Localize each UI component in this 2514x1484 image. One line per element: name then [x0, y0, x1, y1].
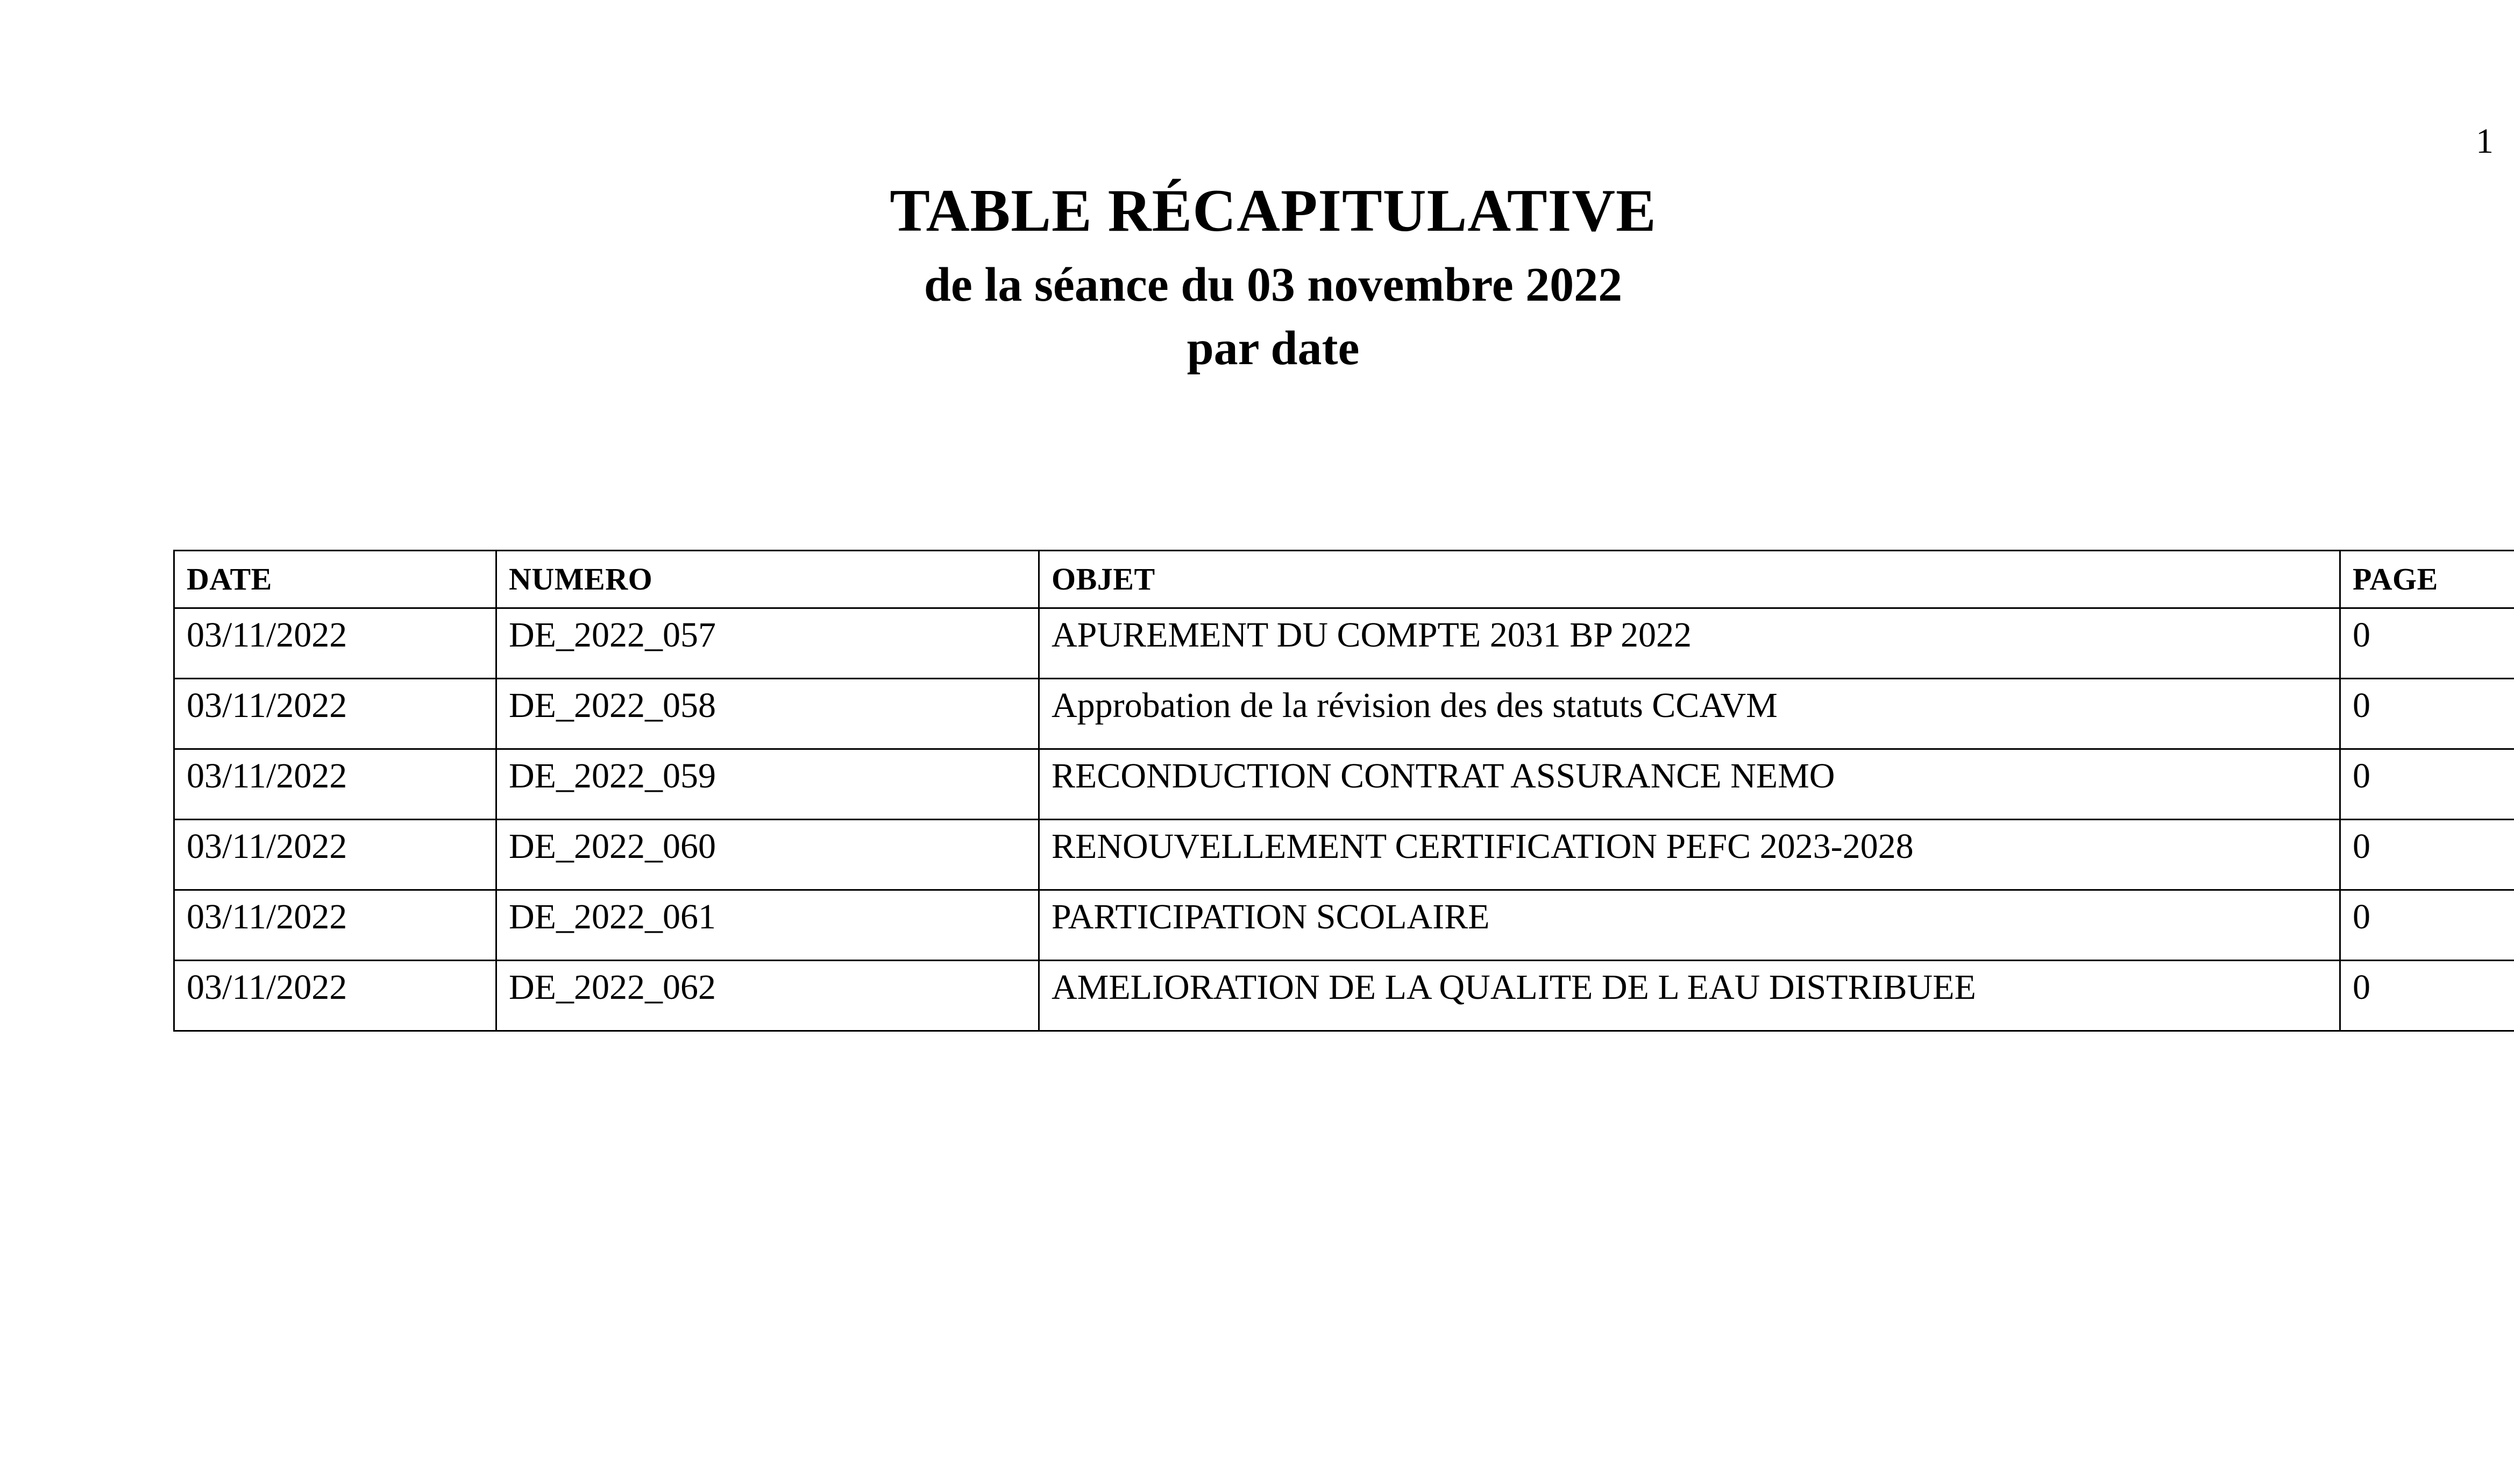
column-header-page: PAGE — [2340, 551, 2514, 608]
table-body — [174, 608, 2514, 1031]
cell-page: 0 — [2340, 890, 2514, 961]
recap-table — [173, 550, 2514, 1032]
cell-numero: DE_2022_061 — [496, 890, 1039, 961]
page-title: TABLE RÉCAPITULATIVE — [890, 177, 1657, 244]
table-row — [174, 820, 2514, 890]
cell-objet: RENOUVELLEMENT CERTIFICATION PEFC 2023-2028 — [1039, 820, 2340, 890]
column-header-numero: NUMERO — [496, 551, 1039, 608]
cell-objet: APUREMENT DU COMPTE 2031 BP 2022 — [1039, 608, 2340, 679]
cell-page: 0 — [2340, 679, 2514, 749]
cell-page: 0 — [2340, 961, 2514, 1031]
column-header-objet: OBJET — [1039, 551, 2340, 608]
cell-page: 0 — [2340, 820, 2514, 890]
cell-objet: Approbation de la révision des des statuts CCAVM — [1039, 679, 2340, 749]
cell-date: 03/11/2022 — [174, 961, 496, 1031]
cell-numero: DE_2022_058 — [496, 679, 1039, 749]
cell-numero: DE_2022_060 — [496, 820, 1039, 890]
page-subtitle-secondary: par date — [1187, 322, 1360, 375]
cell-page: 0 — [2340, 608, 2514, 679]
table-header — [174, 551, 2514, 608]
cell-objet: AMELIORATION DE LA QUALITE DE L EAU DISTRIBUEE — [1039, 961, 2340, 1031]
table-header-row — [174, 551, 2514, 608]
recap-table-container — [173, 550, 2438, 1032]
table-row — [174, 890, 2514, 961]
table-row — [174, 679, 2514, 749]
cell-date: 03/11/2022 — [174, 749, 496, 820]
cell-date: 03/11/2022 — [174, 820, 496, 890]
column-header-date: DATE — [174, 551, 496, 608]
cell-date: 03/11/2022 — [174, 890, 496, 961]
cell-date: 03/11/2022 — [174, 679, 496, 749]
cell-objet: PARTICIPATION SCOLAIRE — [1039, 890, 2340, 961]
cell-numero: DE_2022_059 — [496, 749, 1039, 820]
title-block — [0, 0, 2514, 378]
cell-numero: DE_2022_062 — [496, 961, 1039, 1031]
table-row — [174, 749, 2514, 820]
table-row — [174, 608, 2514, 679]
cell-objet: RECONDUCTION CONTRAT ASSURANCE NEMO — [1039, 749, 2340, 820]
cell-date: 03/11/2022 — [174, 608, 496, 679]
page-subtitle: de la séance du 03 novembre 2022 — [924, 258, 1623, 312]
page-number: 1 — [2476, 122, 2494, 161]
cell-numero: DE_2022_057 — [496, 608, 1039, 679]
cell-page: 0 — [2340, 749, 2514, 820]
table-row — [174, 961, 2514, 1031]
